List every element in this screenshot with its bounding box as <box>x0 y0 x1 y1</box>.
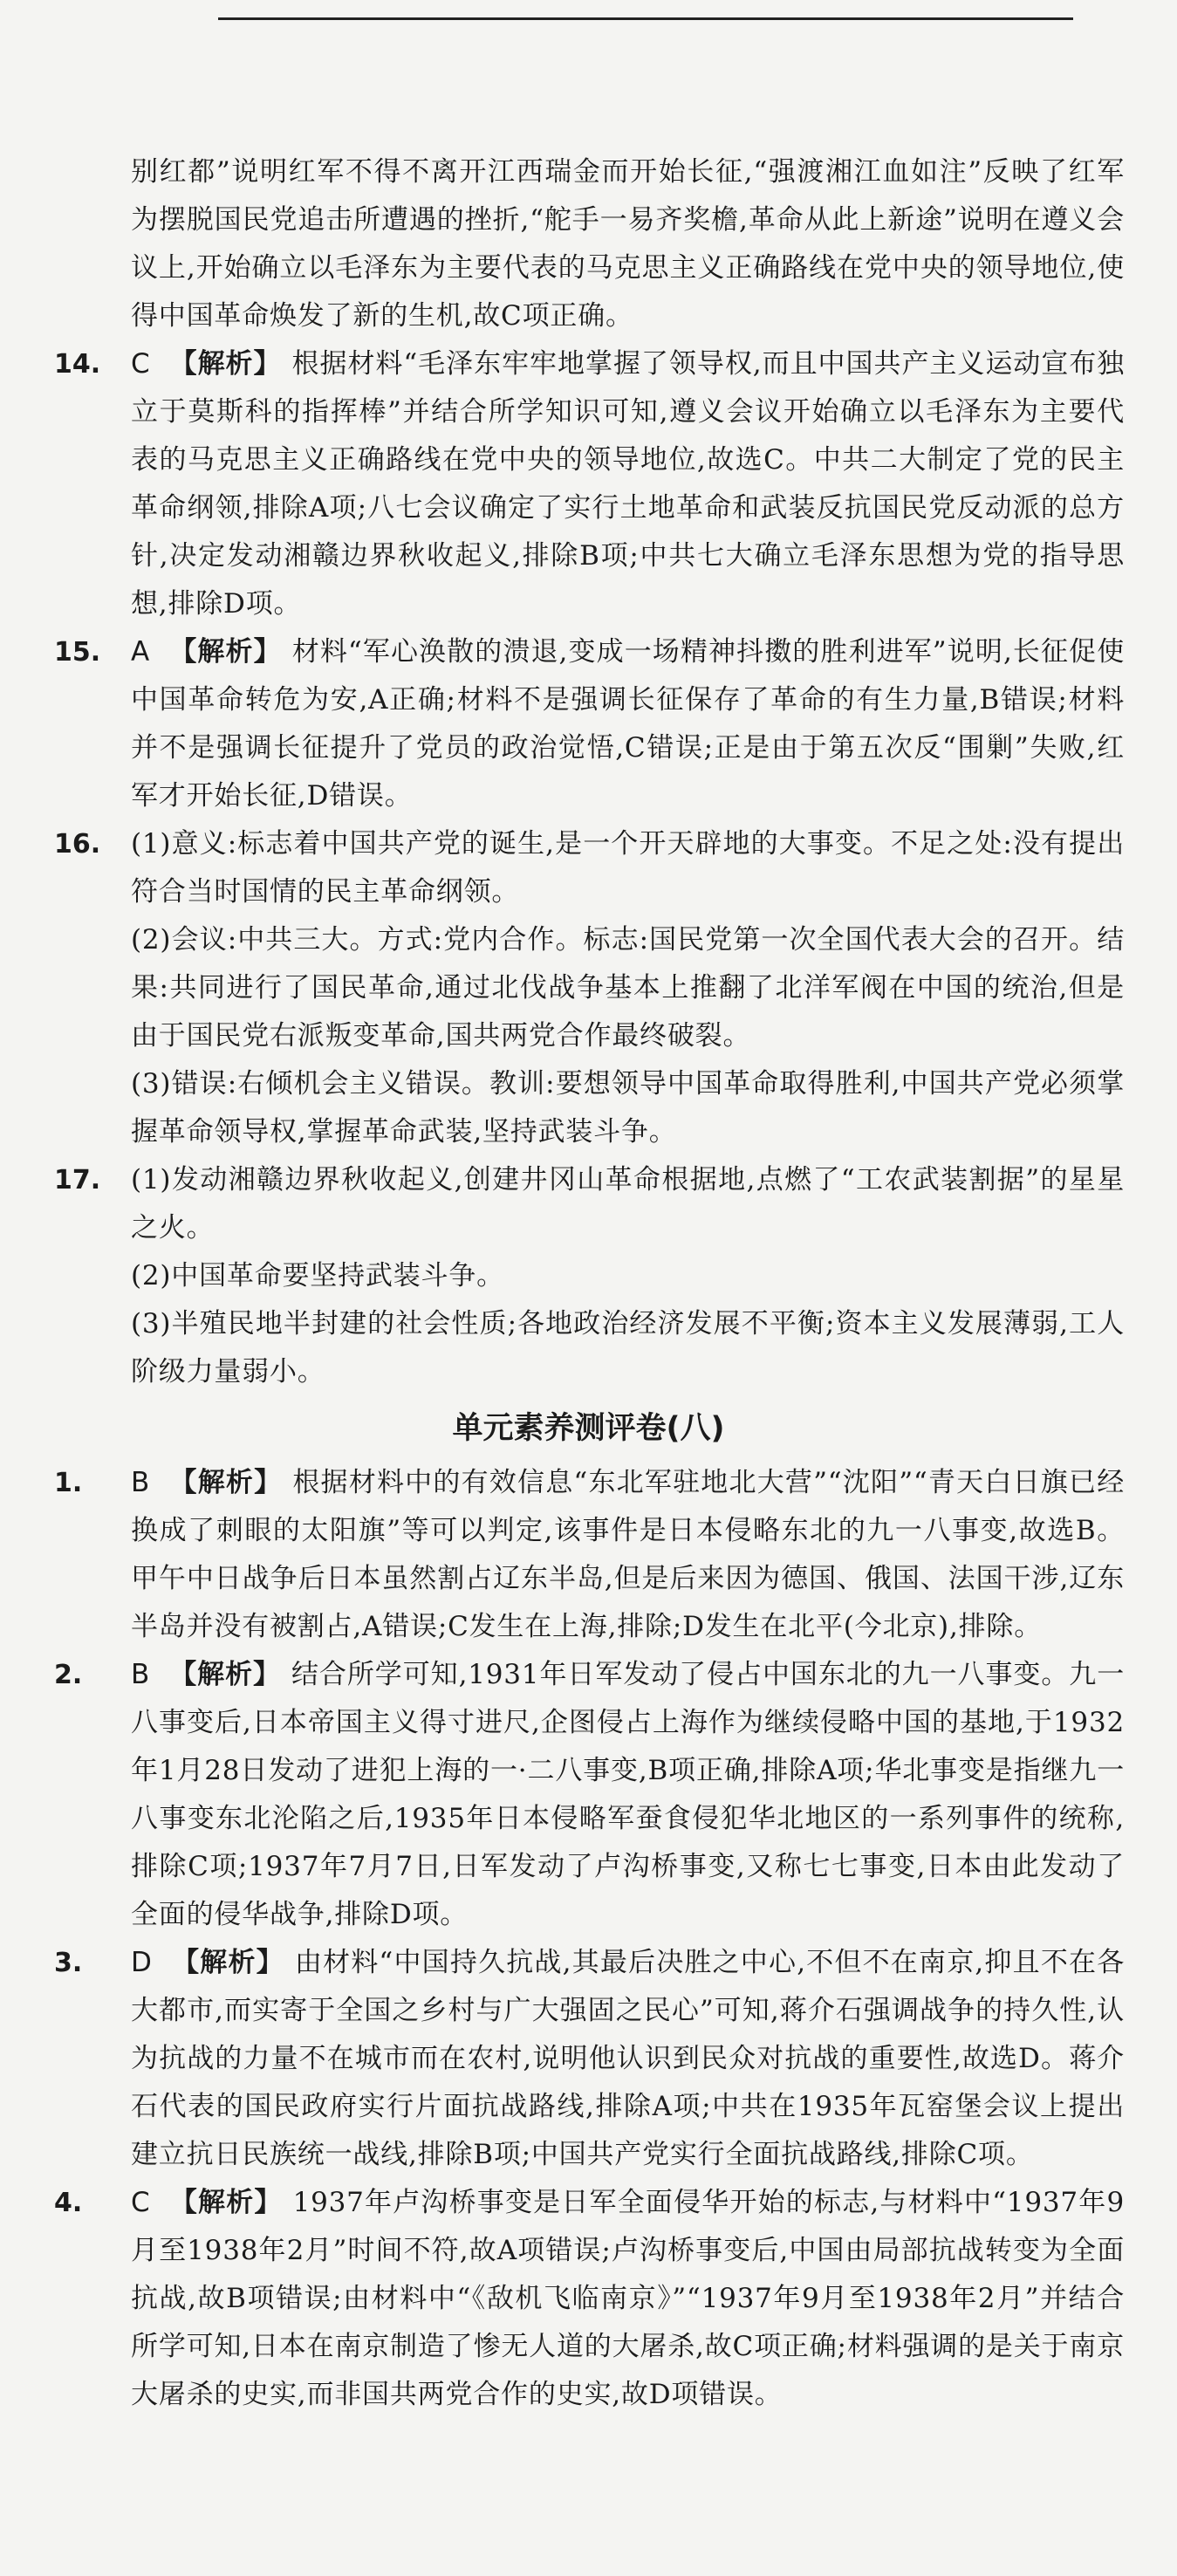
section-question-2 <box>0 1651 1177 1939</box>
question-number: 14. <box>54 349 101 380</box>
section-question-4 <box>0 2179 1177 2419</box>
question-15 <box>0 628 1177 820</box>
question-body <box>131 2179 1125 2419</box>
question-17 <box>0 1156 1177 1252</box>
section-question-1 <box>0 1459 1177 1651</box>
analysis-text: 材料“军心涣散的溃退,变成一场精神抖擞的胜利进军”说明,长征促使中国革命转危为安,A正确;材料不是强调长征保存了革命的有生力量,B错误;材料并不是强调长征提升了党员的政治觉悟,C错误;正是由于第五次反“围剿”失败,红军才开始长征,D错误。 <box>131 636 1125 812</box>
analysis-tag: 【解析】 <box>169 1467 283 1498</box>
analysis-text: 根据材料“毛泽东牢牢地掌握了领导权,而且中国共产主义运动宣布独立于莫斯科的指挥棒”并结合所学知识可知,遵义会议开始确立以毛泽东为主要代表的马克思主义正确路线在党中央的领导地位,故选C。中共二大制定了党的民主革命纲领,排除A项;八七会议确定了实行土地革命和武装反抗国民党反动派的总方针,决定发动湘赣边界秋收起义,排除B项;中共七大确立毛泽东思想为党的指导思想,排除D项。 <box>131 348 1126 620</box>
question-number: 3. <box>54 1948 83 1978</box>
question-number: 4. <box>54 2188 83 2218</box>
question-number: 17. <box>54 1165 101 1196</box>
answer-part-2: (2)会议:中共三大。方式:党内合作。标志:国民党第一次全国代表大会的召开。结果:共同进行了国民革命,通过北伐战争基本上推翻了北洋军阀在中国的统治,但是由于国民党右派叛变革命,国共两党合作最终破裂。 <box>131 924 1125 1052</box>
analysis-text: 结合所学可知,1931年日军发动了侵占中国东北的九一八事变。九一八事变后,日本帝国主义得寸进尺,企图侵占上海作为继续侵略中国的基地,于1932年1月28日发动了进犯上海的一·二八事变,B项正确,排除A项;华北事变是指继九一八事变东北沦陷之后,1935年日本侵略军蚕食侵犯华北地区的一系列事件的统称,排除C项;1937年7月7日,日军发动了卢沟桥事变,又称七七事变,日本由此发动了全面的侵华战争,排除D项。 <box>131 1659 1126 1930</box>
question-body <box>131 1459 1125 1651</box>
question-number: 15. <box>54 637 101 668</box>
answer-part-3: (3)错误:右倾机会主义错误。教训:要想领导中国革命取得胜利,中国共产党必须掌握革命领导权,掌握革命武装,坚持武装斗争。 <box>131 1068 1125 1148</box>
answer-letter: D <box>131 1947 153 1978</box>
question-number: 1. <box>54 1468 83 1498</box>
question-number: 16. <box>54 829 101 860</box>
question-16 <box>0 820 1177 916</box>
analysis-text: 由材料“中国持久抗战,其最后决胜之中心,不但不在南京,抑且不在各大都市,而实寄于全国之乡村与广大强固之民心”可知,蒋介石强调战争的持久性,认为抗战的力量不在城市而在农村,说明他认识到民众对抗战的重要性,故选D。蒋介石代表的国民政府实行片面抗战路线,排除A项;中共在1935年瓦窑堡会议上提出建立抗日民族统一战线,排除B项;中国共产党实行全面抗战路线,排除C项。 <box>131 1947 1126 2170</box>
top-rule <box>218 17 1073 20</box>
analysis-tag: 【解析】 <box>169 2187 283 2218</box>
analysis-tag: 【解析】 <box>169 1659 281 1690</box>
analysis-text: 根据材料中的有效信息“东北军驻地北大营”“沈阳”“青天白日旗已经换成了刺眼的太阳旗”等可以判定,该事件是日本侵略东北的九一八事变,故选B。甲午中日战争后日本虽然割占辽东半岛,但是后来因为德国、俄国、法国干涉,辽东半岛并没有被割占,A错误;C发生在上海,排除;D发生在北平(今北京),排除。 <box>131 1467 1126 1642</box>
question-body <box>131 628 1125 820</box>
question-number: 2. <box>54 1660 83 1690</box>
answer-letter: C <box>131 348 151 380</box>
answer-letter: C <box>131 2187 151 2218</box>
question-body <box>131 340 1125 628</box>
answer-letter: B <box>131 1659 151 1690</box>
question-14 <box>0 340 1177 628</box>
answer-part-2: (2)中国革命要坚持武装斗争。 <box>131 1260 504 1291</box>
answer-letter: A <box>131 636 151 668</box>
answer-part-1: (1)意义:标志着中国共产党的诞生,是一个开天辟地的大事变。不足之处:没有提出符合当时国情的民主革命纲领。 <box>131 828 1125 908</box>
analysis-tag: 【解析】 <box>169 348 282 380</box>
analysis-tag: 【解析】 <box>171 1947 284 1978</box>
answer-part-1: (1)发动湘赣边界秋收起义,创建井冈山革命根据地,点燃了“工农武装割据”的星星之火。 <box>131 1164 1125 1243</box>
answer-page <box>0 148 1177 2419</box>
answer-letter: B <box>131 1467 151 1498</box>
analysis-tag: 【解析】 <box>169 636 282 668</box>
lead-paragraph: 别红都”说明红军不得不离开江西瑞金而开始长征,“强渡湘江血如注”反映了红军为摆脱国民党追击所遭遇的挫折,“舵手一易齐奖檐,革命从此上新途”说明在遵义会议上,开始确立以毛泽东为主要代表的马克思主义正确路线在党中央的领导地位,使得中国革命焕发了新的生机,故C项正确。 <box>131 156 1125 332</box>
section-title: 单元素养测评卷(八) <box>452 1411 725 1446</box>
section-question-3 <box>0 1939 1177 2179</box>
analysis-text: 1937年卢沟桥事变是日军全面侵华开始的标志,与材料中“1937年9月至1938年2月”时间不符,故A项错误;卢沟桥事变后,中国由局部抗战转变为全面抗战,故B项错误;由材料中“《敌机飞临南京》”“1937年9月至1938年2月”并结合所学可知,日本在南京制造了惨无人道的大屠杀,故C项正确;材料强调的是关于南京大屠杀的史实,而非国共两党合作的史实,故D项错误。 <box>131 2187 1125 2410</box>
question-body <box>131 1651 1125 1939</box>
question-body <box>131 1939 1125 2179</box>
answer-part-3: (3)半殖民地半封建的社会性质;各地政治经济发展不平衡;资本主义发展薄弱,工人阶级力量弱小。 <box>131 1308 1125 1387</box>
